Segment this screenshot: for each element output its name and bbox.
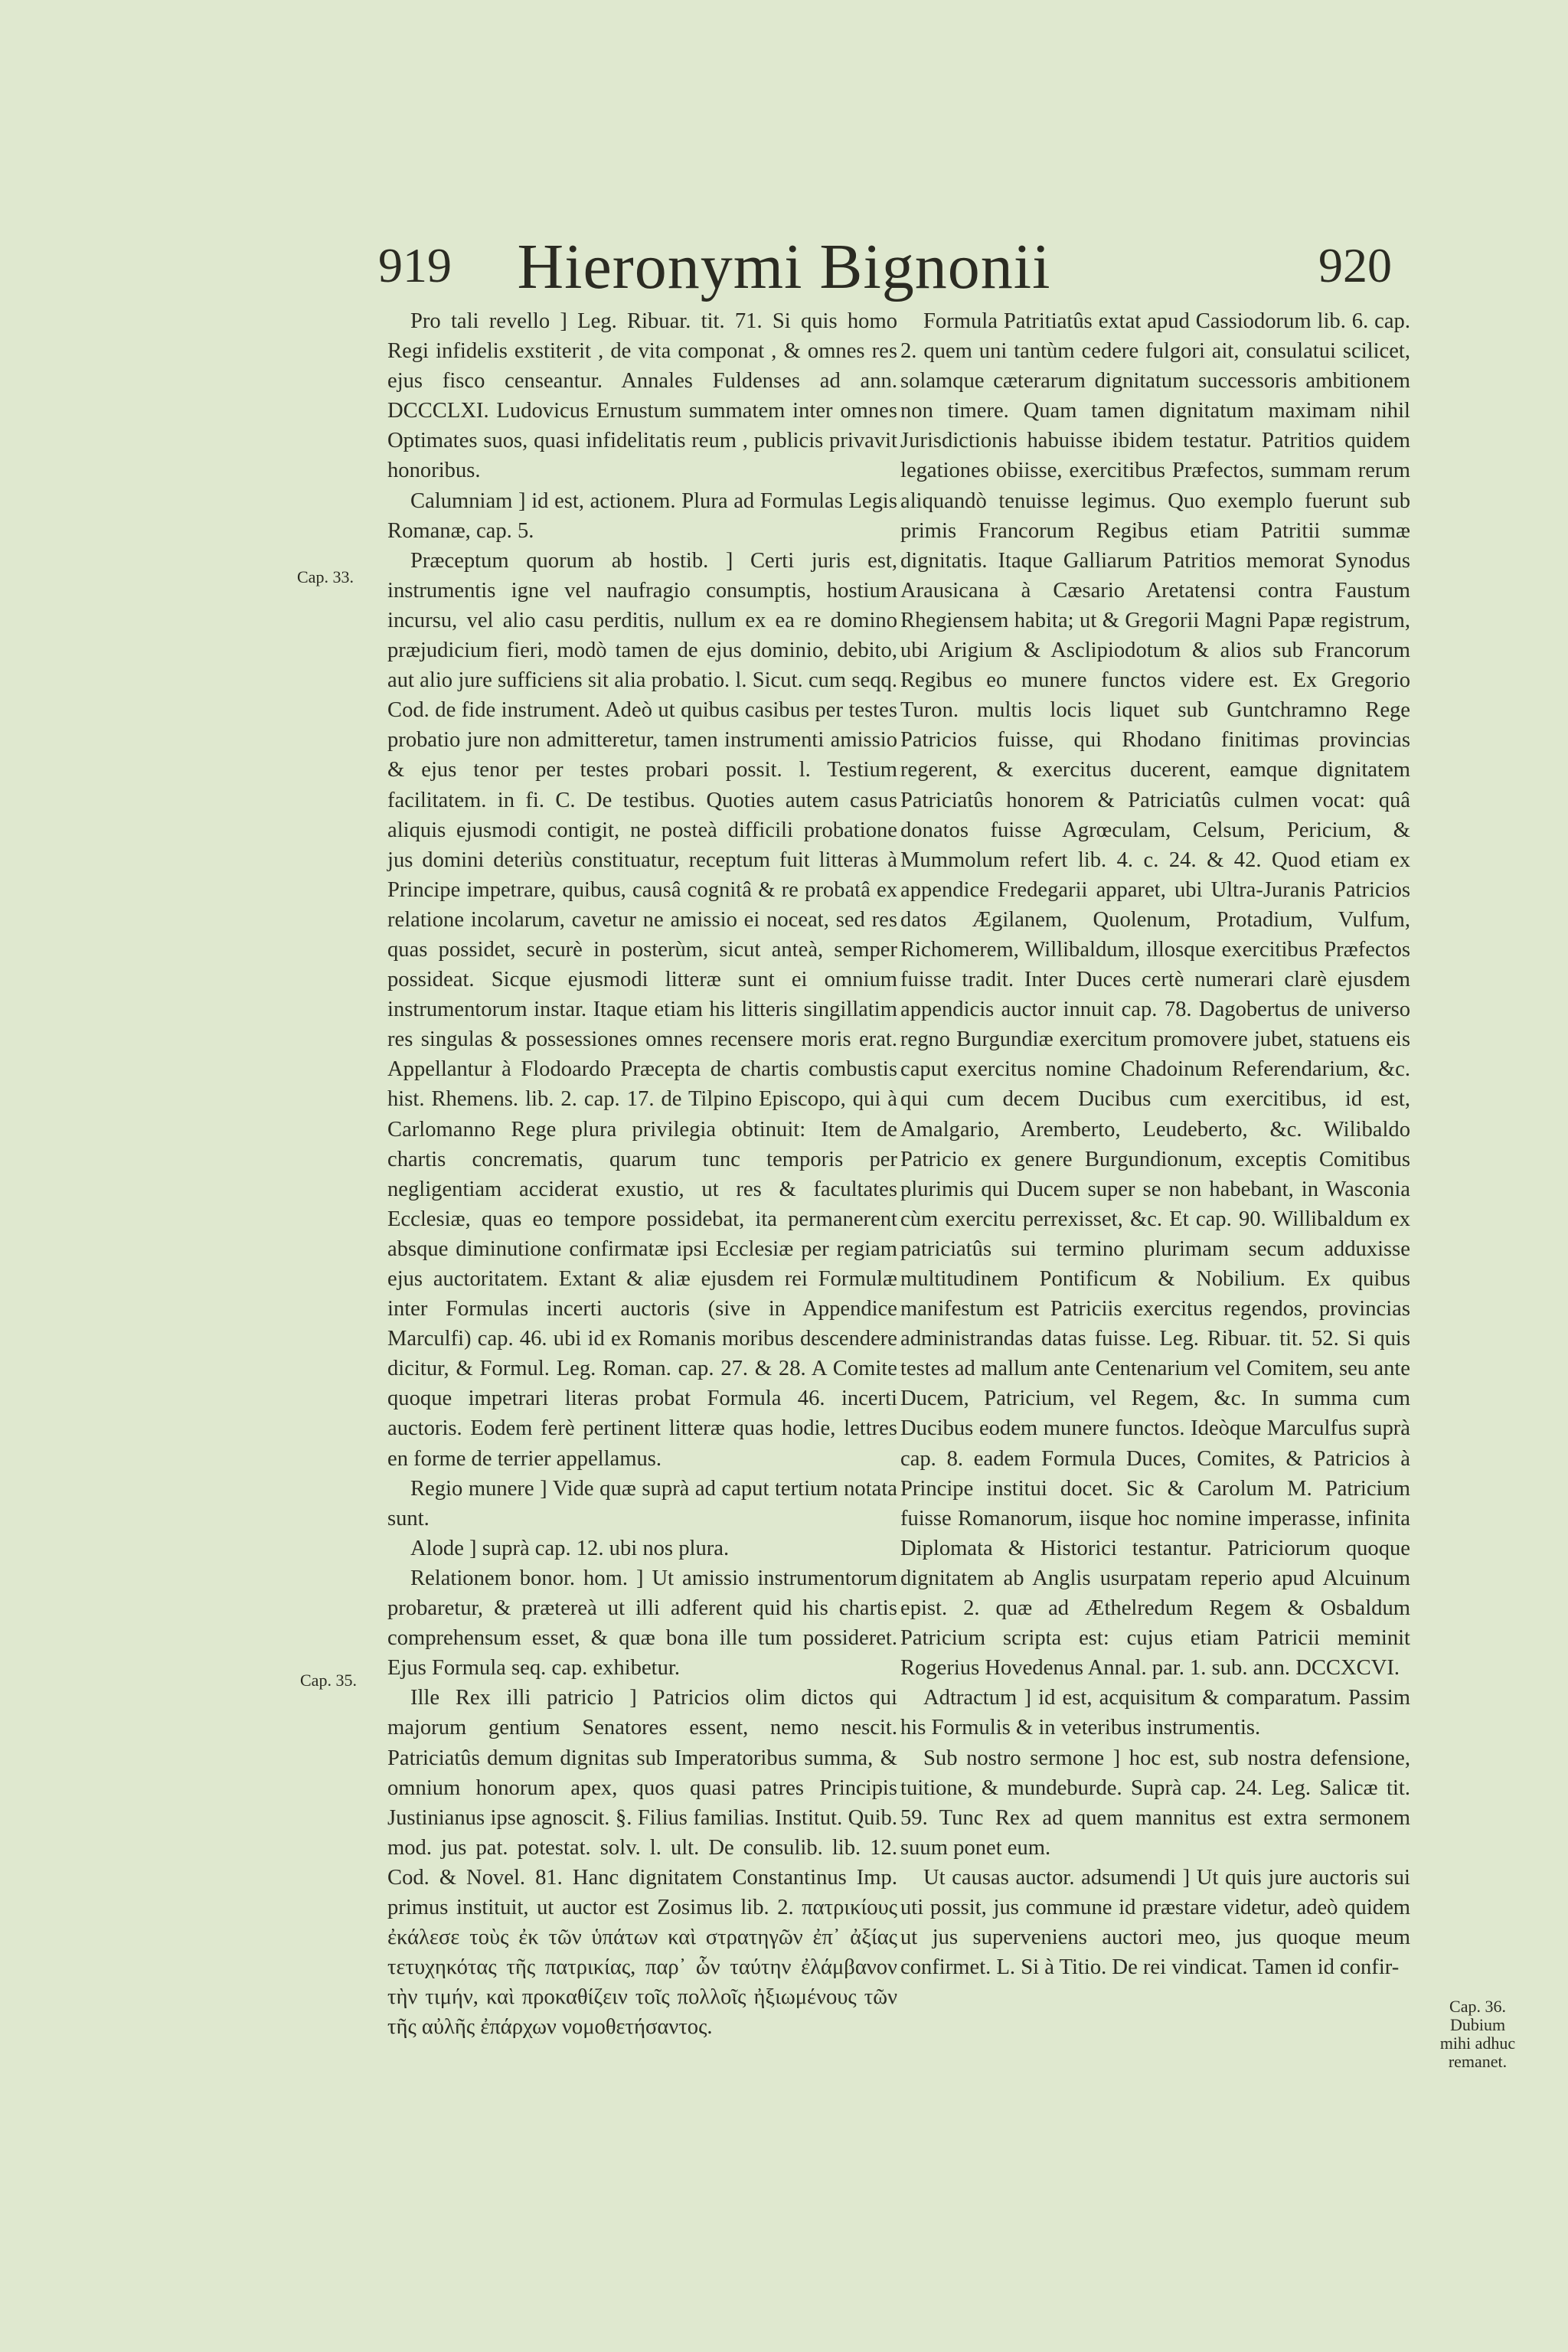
left-column: [387, 306, 897, 2042]
paragraph: Regio munere ] Vide quæ suprà ad caput tertium notata sunt.: [387, 1476, 897, 1530]
page-header: [0, 230, 1568, 314]
margin-note-cap-33: Cap. 33.: [297, 567, 354, 586]
page-number-left: 919: [378, 238, 452, 292]
page-number-right: 920: [1318, 238, 1392, 292]
paragraph: Sub nostro sermone ] hoc est, sub nostra defensione, tuitione, & mundeburde. Suprà cap. 24. Leg. Salicæ tit. 59. Tunc Rex ad quem mannitus est extra sermonem suum ponet eum.: [900, 1746, 1410, 1860]
paragraph: Ut causas auctor. adsumendi ] Ut quis jure auctoris sui uti possit, jus commune id præstare videtur, adeò quidem ut jus superveniens auctori meo, jus quoque meum confirmet. L. Si à Titio. De rei vindicat. Tamen id confir-: [900, 1865, 1410, 1980]
paragraph: Relationem bonor. hom. ] Ut amissio instrumentorum probaretur, & prætereà ut illi adferent quid his chartis comprehensum esset, & quæ bona ille tum possideret. Ejus Formula seq. cap. exhibetur.: [387, 1566, 897, 1681]
running-title: Hieronymi Bignonii: [517, 231, 1051, 302]
paragraph: Ille Rex illi patricio ] Patricios olim dictos qui majorum gentium Senatores essent, nemo nescit. Patriciatûs demum dignitas sub Imperatoribus summa, & omnium honorum apex, quos quasi patres Principis Justinianus ipse agnoscit. §. Filius familias. Institut. Quib. mod. jus pat. potestat. solv. l. ult. De consulib. lib. 12. Cod. & Novel. 81. Hanc dignitatem Constantinus Imp. primus instituit, ut auctor est Zosimus lib. 2. πατρικίους ἐκάλεσε τοὺς ἐκ τῶν ὑπάτων καὶ στρατηγῶν ἐπ᾽ ἀξίας τετυχηκότας τῆς πατρικίας, παρ᾽ ὧν ταύτην ἐλάμβανον τὴν τιμήν, καὶ προκαθίζειν τοῖς πολλοῖς ἠξιωμένους τῶν τῆς αὐλῆς ἐπάρχων νομοθετήσαντος.: [387, 1686, 897, 2040]
paragraph: Formula Patritiatûs extat apud Cassiodorum lib. 6. cap. 2. quem uni tantùm cedere fulgori ait, consulatui scilicet, solamque cæterarum dignitatum successoris ambitionem non timere. Quam tamen dignitatum maximam nihil Jurisdictionis habuisse ibidem testatur. Patritios quidem legationes obiisse, exercitibus Præfectos, summam rerum aliquandò tenuisse legimus. Quo exemplo fuerunt sub primis Francorum Regibus etiam Patritii summæ dignitatis. Itaque Galliarum Patritios memorat Synodus Arausicana à Cæsario Aretatensi contra Faustum Rhegiensem habita; ut & Gregorii Magni Papæ registrum, ubi Arigium & Asclipiodotum & alios sub Francorum Regibus eo munere functos videre est. Ex Gregorio Turon. multis locis liquet sub Guntchramno Rege Patricios fuisse, qui Rhodano finitimas provincias regerent, & exercitus ducerent, eamque dignitatem Patriciatûs honorem & Patriciatûs culmen vocat: quâ donatos fuisse Agrœculam, Celsum, Pericium, & Mummolum refert lib. 4. c. 24. & 42. Quod etiam ex appendice Fredegarii apparet, ubi Ultra-Juranis Patricios datos Ægilanem, Quolenum, Protadium, Vulfum, Richomerem, Willibaldum, illosque exercitibus Præfectos fuisse tradit. Inter Duces certè numerari clarè ejusdem appendicis auctor innuit cap. 78. Dagobertus de universo regno Burgundiæ exercitum promovere jubet, statuens eis caput exercitus nomine Chadoinum Referendarium, &c. qui cum decem Ducibus cum exercitibus, id est, Amalgario, Aremberto, Leudeberto, &c. Wilibaldo Patricio ex genere Burgundionum, exceptis Comitibus plurimis qui Ducem super se non habebant, in Wasconia cùm exercitu perrexisset, &c. Et cap. 90. Willibaldum ex patriciatûs sui termino plurimam secum adduxisse multitudinem Pontificum & Nobilium. Ex quibus manifestum est Patriciis exercitus regendos, provincias administrandas datas fuisse. Leg. Ribuar. tit. 52. Si quis testes ad mallum ante Centenarium vel Comitem, seu ante Ducem, Patricium, vel Regem, &c. In summa cum Ducibus eodem munere functos. Ideòque Marculfus suprà cap. 8. eadem Formula Duces, Comites, & Patricios à Principe institui docet. Sic & Carolum M. Patricium fuisse Romanorum, iisque hoc nomine imperasse, infinita Diplomata & Historici testantur. Patriciorum quoque dignitatem ab Anglis usurpatam reperio apud Alcuinum epist. 2. quæ ad Æthelredum Regem & Osbaldum Patricium scripta est: cujus etiam Patricii meminit Rogerius Hovedenus Annal. par. 1. sub. ann. DCCXCVI.: [900, 309, 1410, 1681]
paragraph: Adtractum ] id est, acquisitum & comparatum. Passim his Formulis & in veteribus instrumentis.: [900, 1686, 1410, 1740]
paragraph: Præceptum quorum ab hostib. ] Certi juris est, instrumentis igne vel naufragio consumptis, hostium incursu, vel alio casu perditis, nullum ex ea re domino præjudicium fieri, modò tamen de ejus dominio, debito, aut alio jure sufficiens sit alia probatio. l. Sicut. cum seqq. Cod. de fide instrument. Adeò ut quibus casibus per testes probatio jure non admitteretur, tamen instrumenti amissio & ejus tenor per testes probari possit. l. Testium facilitatem. in fi. C. De testibus. Quoties autem casus aliquis ejusmodi contigit, ne posteà difficili probatione jus domini deteriùs constituatur, receptum fuit litteras à Principe impetrare, quibus, causâ cognitâ & re probatâ ex relatione incolarum, cavetur ne amissio ei noceat, sed res quas possidet, securè in posterùm, sicut anteà, semper possideat. Sicque ejusmodi litteræ sunt ei omnium instrumentorum instar. Itaque etiam his litteris singillatim res singulas & possessiones omnes recensere moris erat. Appellantur à Flodoardo Præcepta de chartis combustis hist. Rhemens. lib. 2. cap. 17. de Tilpino Episcopo, qui à Carlomanno Rege plura privilegia obtinuit: Item de chartis concrematis, quarum tunc temporis per negligentiam acciderat exustio, ut res & facultates Ecclesiæ, quas eo tempore possidebat, ita permanerent absque diminutione confirmatæ ipsi Ecclesiæ per regiam ejus auctoritatem. Extant & aliæ ejusdem rei Formulæ inter Formulas incerti auctoris (sive in Appendice Marculfi) cap. 46. ubi id ex Romanis moribus descendere dicitur, & Formul. Leg. Roman. cap. 27. & 28. A Comite quoque impetrari literas probat Formula 46. incerti auctoris. Eodem ferè pertinent litteræ quas hodie, lettres en forme de terrier appellamus.: [387, 548, 897, 1471]
margin-note-cap-35: Cap. 35.: [300, 1671, 357, 1690]
margin-note-cap-36: Cap. 36. Dubium mihi adhuc remanet.: [1439, 1997, 1516, 2071]
right-column: [900, 306, 1410, 1982]
paragraph: Calumniam ] id est, actionem. Plura ad Formulas Legis Romanæ, cap. 5.: [387, 488, 897, 543]
paragraph: Alode ] suprà cap. 12. ubi nos plura.: [410, 1536, 730, 1560]
paragraph: Pro tali revello ] Leg. Ribuar. tit. 71. Si quis homo Regi infidelis exstiterit , de vita componat , & omnes res ejus fisco censeantur. Annales Fuldenses ad ann. DCCCLXI. Ludovicus Ernustum summatem inter omnes Optimates suos, quasi infidelitatis reum , publicis privavit honoribus.: [387, 309, 897, 483]
